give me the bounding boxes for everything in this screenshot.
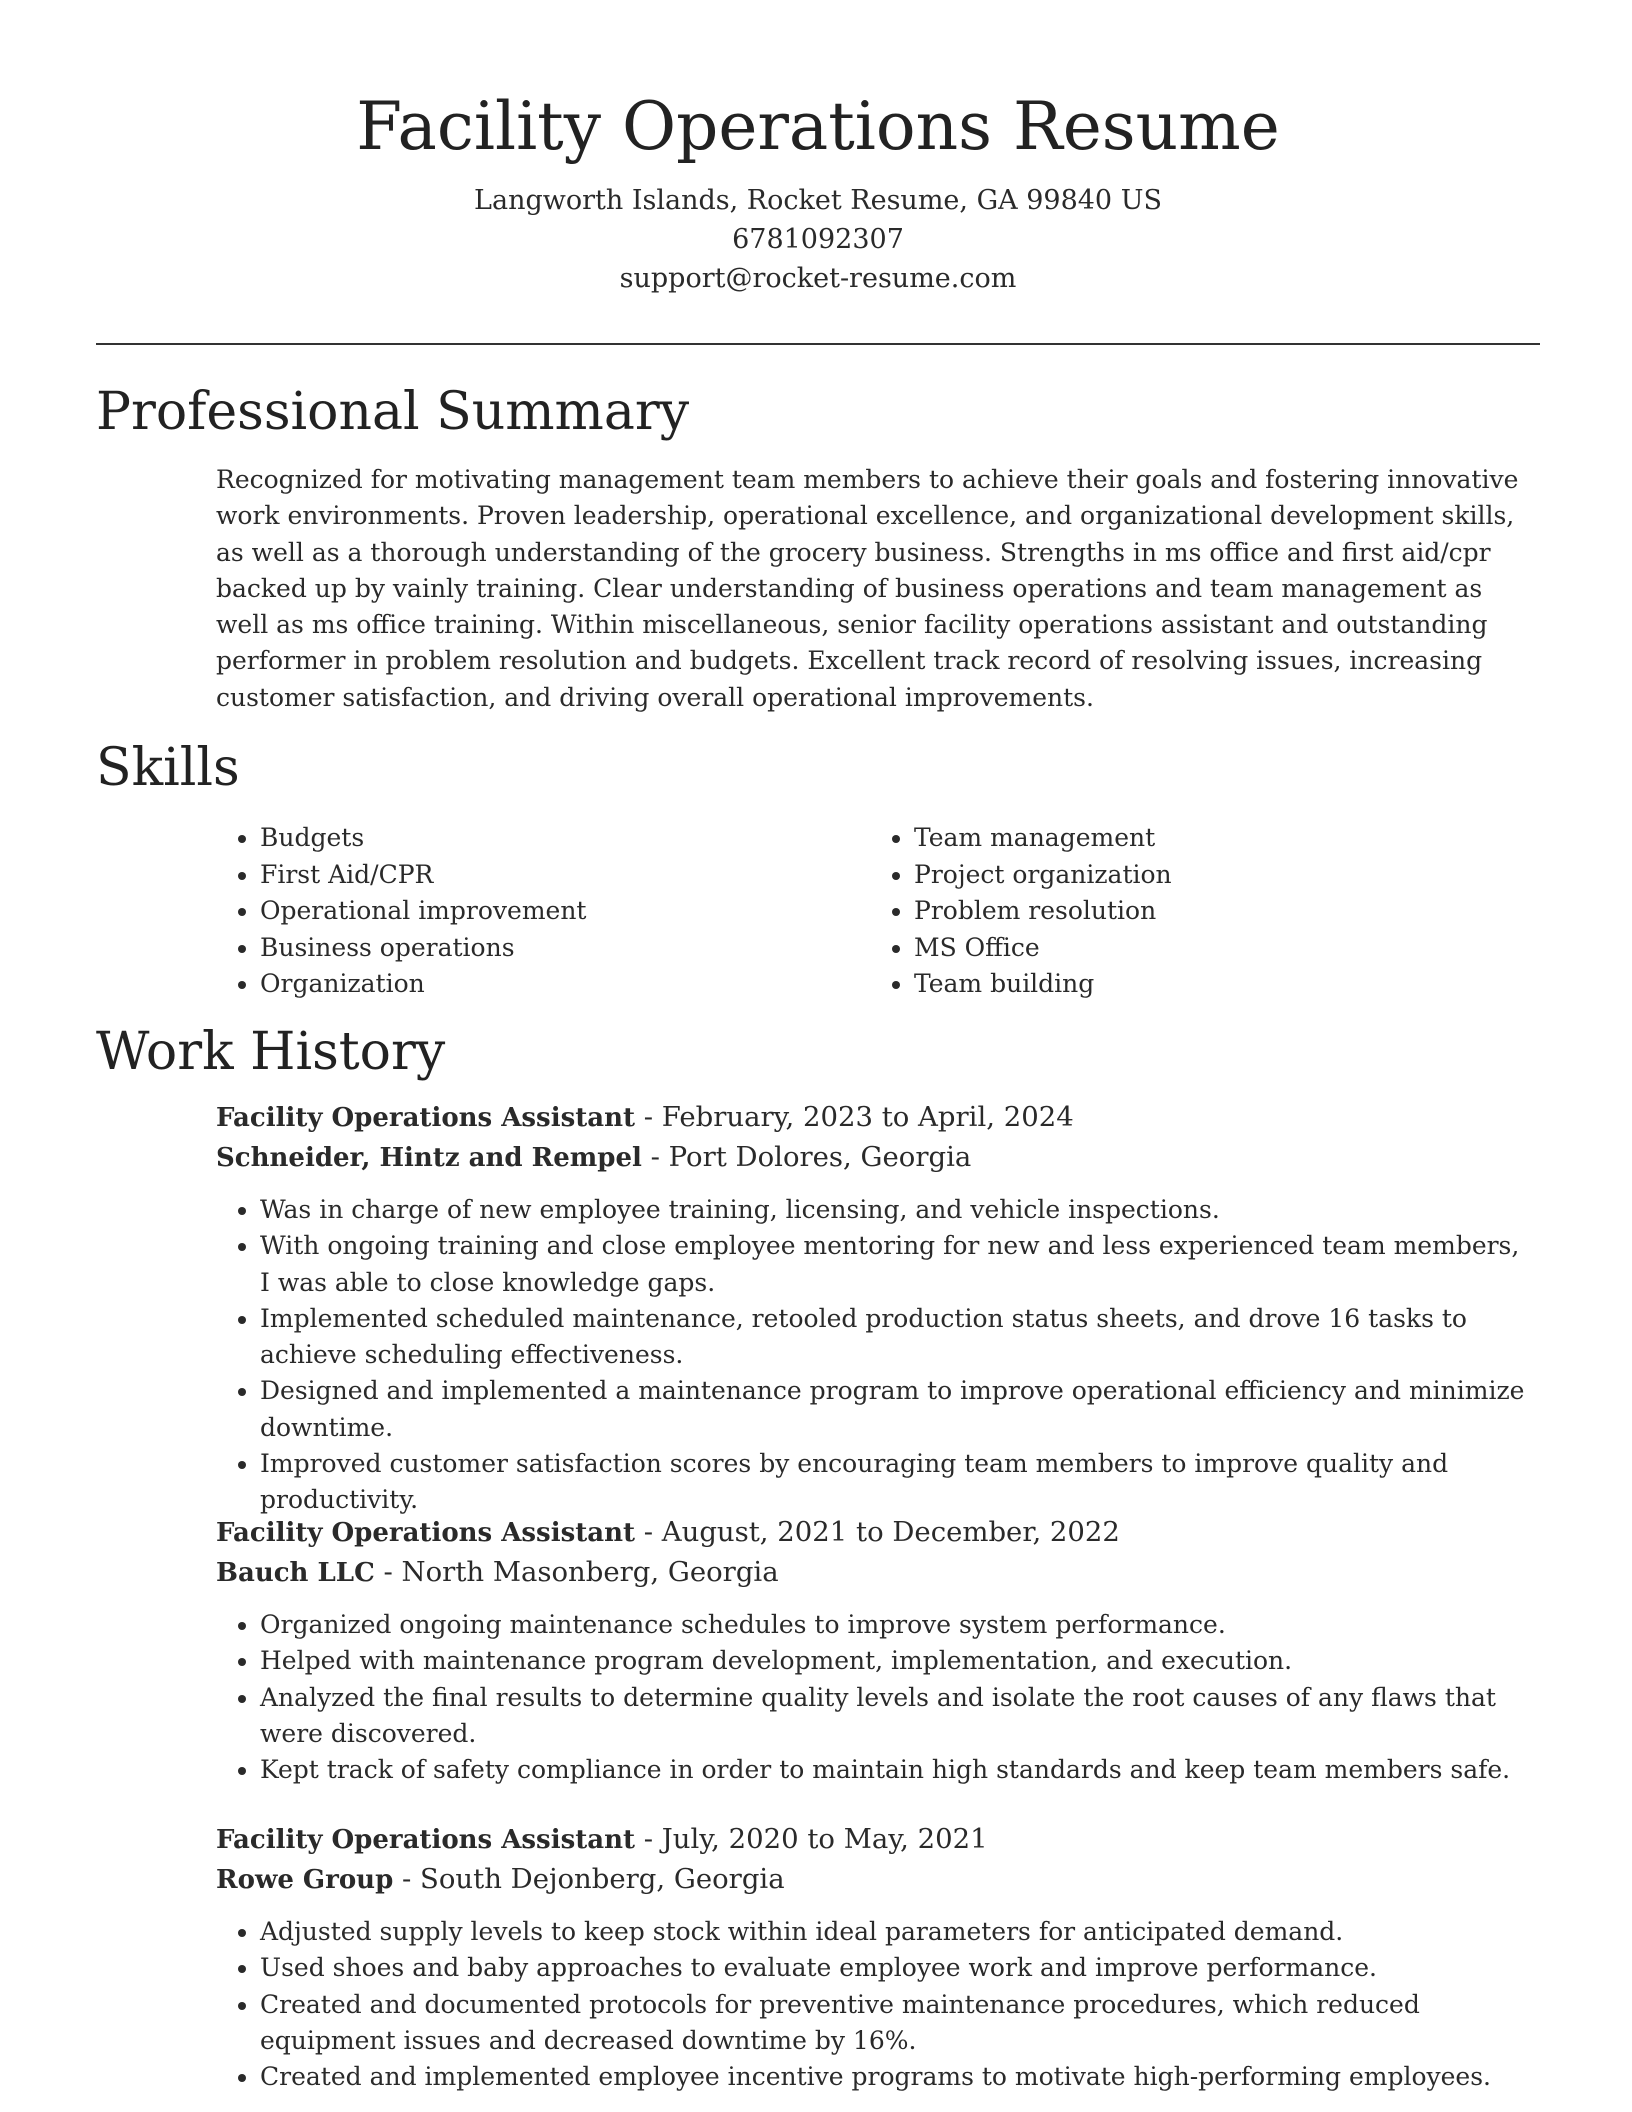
skill-item: • Organization: [260, 966, 870, 1003]
job-bullet: • Organized ongoing maintenance schedules to improve system performance.: [260, 1607, 1536, 1643]
skills-heading: Skills: [96, 738, 240, 798]
skill-item: • Business operations: [260, 930, 870, 967]
skill-item: • Team management: [914, 820, 1524, 857]
job-company-line: [216, 1860, 1536, 1900]
job-company: Schneider, Hintz and Rempel: [216, 1143, 642, 1173]
job-bullet: • Kept track of safety compliance in order to maintain high standards and keep team members safe.: [260, 1752, 1536, 1788]
header-divider: [96, 343, 1540, 345]
job-location: - Port Dolores, Georgia: [641, 1141, 972, 1173]
job-title: Facility Operations Assistant: [216, 1103, 635, 1133]
job-bullets: [216, 1607, 1536, 1788]
skills-list: [216, 820, 1536, 1003]
job-company: Bauch LLC: [216, 1558, 375, 1588]
job-title-line: [216, 1820, 1536, 1860]
contact-address: Langworth Islands, Rocket Resume, GA 99840 US: [474, 185, 1162, 216]
job-bullet: • Created and implemented employee incentive programs to motivate high-performing employees.: [260, 2059, 1536, 2095]
skills-column-left: [216, 820, 870, 1003]
skill-item: • Team building: [914, 966, 1524, 1003]
job-dates: - July, 2020 to May, 2021: [634, 1823, 988, 1855]
skill-item: • Operational improvement: [260, 893, 870, 930]
job-title-line: [216, 1098, 1536, 1138]
work-history-heading: Work History: [96, 1022, 446, 1082]
job-entry: [216, 1098, 1536, 1519]
job-bullet: • Implemented scheduled maintenance, retooled production status sheets, and drove 16 tasks to achieve scheduling effectiveness.: [260, 1301, 1536, 1374]
skill-item: • Problem resolution: [914, 893, 1524, 930]
job-bullet: • Created and documented protocols for preventive maintenance procedures, which reduced equipment issues and decreased downtime by 16%.: [260, 1987, 1536, 2060]
job-entry: [216, 1513, 1536, 1788]
job-company: Rowe Group: [216, 1865, 394, 1895]
job-dates: - August, 2021 to December, 2022: [634, 1516, 1120, 1548]
job-bullet: • Was in charge of new employee training, licensing, and vehicle inspections.: [260, 1192, 1536, 1228]
contact-phone: 6781092307: [732, 224, 904, 255]
job-bullet: • Adjusted supply levels to keep stock within ideal parameters for anticipated demand.: [260, 1914, 1536, 1950]
job-title: Facility Operations Assistant: [216, 1825, 635, 1855]
job-title-line: [216, 1513, 1536, 1553]
job-bullet: • Used shoes and baby approaches to evaluate employee work and improve performance.: [260, 1950, 1536, 1986]
skill-item: • First Aid/CPR: [260, 857, 870, 894]
job-company-line: [216, 1138, 1536, 1178]
summary-text: Recognized for motivating management team members to achieve their goals and fostering innovative work environments. Proven leadership, operational excellence, and organizational development skills, as well as a thorough understanding of the grocery business. Strengths in ms office and first aid/cpr backed up by vainly training. Clear understanding of business operations and team management as well as ms office training. Within miscellaneous, senior facility operations assistant and outstanding performer in problem resolution and budgets. Excellent track record of resolving issues, increasing customer satisfaction, and driving overall operational improvements.: [216, 465, 1519, 712]
skills-column-right: [870, 820, 1524, 1003]
resume-title: Facility Operations Resume: [356, 88, 1280, 165]
job-dates: - February, 2023 to April, 2024: [634, 1101, 1074, 1133]
job-bullet: • Improved customer satisfaction scores by encouraging team members to improve quality and productivity.: [260, 1446, 1536, 1519]
job-bullets: [216, 1914, 1536, 2095]
job-bullet: • Designed and implemented a maintenance program to improve operational efficiency and minimize downtime.: [260, 1373, 1536, 1446]
job-location: - North Masonberg, Georgia: [374, 1556, 779, 1588]
skill-item: • Project organization: [914, 857, 1524, 894]
summary-heading: Professional Summary: [96, 382, 690, 442]
skill-item: • Budgets: [260, 820, 870, 857]
contact-email: support@rocket-resume.com: [619, 263, 1017, 294]
job-bullet: • Helped with maintenance program development, implementation, and execution.: [260, 1643, 1536, 1679]
job-company-line: [216, 1553, 1536, 1593]
skill-item: • MS Office: [914, 930, 1524, 967]
job-bullet: • Analyzed the final results to determine quality levels and isolate the root causes of any flaws that were discovered.: [260, 1680, 1536, 1753]
job-bullets: [216, 1192, 1536, 1519]
job-location: - South Dejonberg, Georgia: [393, 1863, 785, 1895]
job-entry: [216, 1820, 1536, 2095]
job-bullet: • With ongoing training and close employee mentoring for new and less experienced team members, I was able to close knowledge gaps.: [260, 1228, 1536, 1301]
job-title: Facility Operations Assistant: [216, 1518, 635, 1548]
resume-header: [96, 82, 1540, 298]
